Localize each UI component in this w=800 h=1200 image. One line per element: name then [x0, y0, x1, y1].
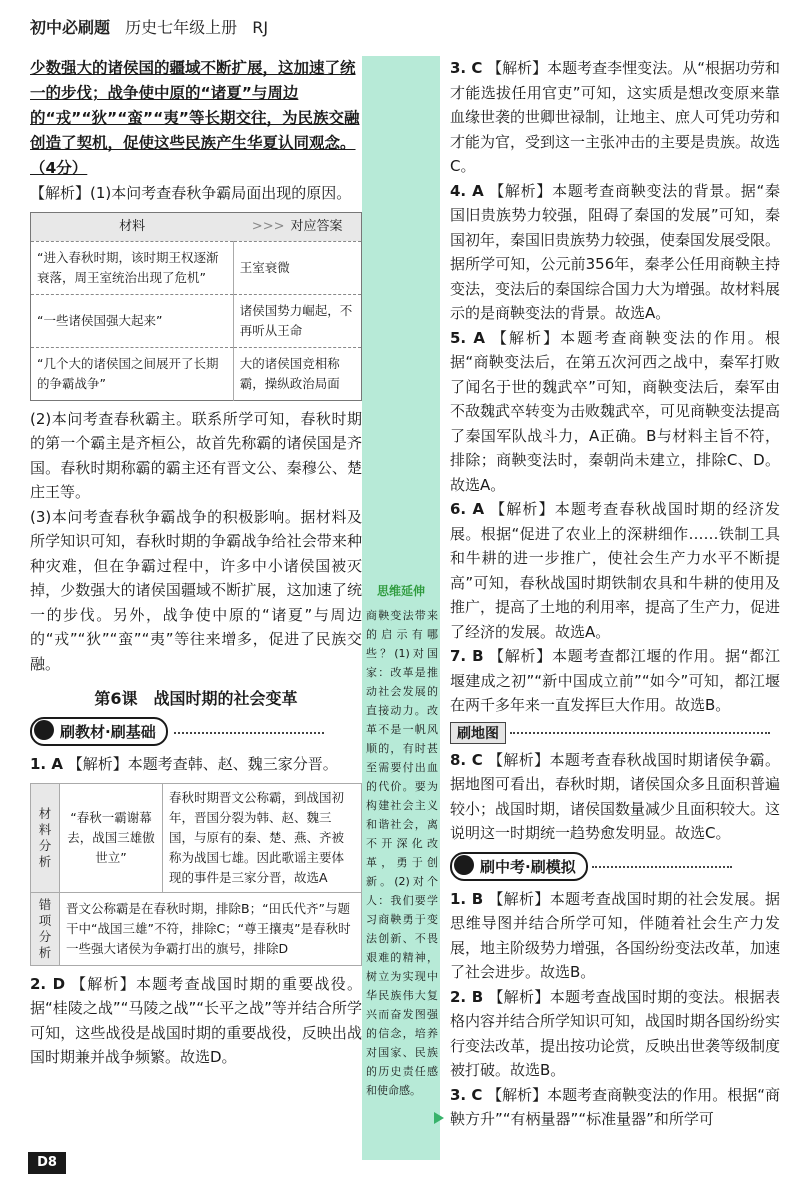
question-4: 4. A 【解析】本题考查商鞅变法的背景。据“秦国旧贵族势力较强，阻碍了秦国的发展”可知，秦国初年，秦国旧贵族势力较强，使秦国发展受限。据所学可知，公元前356年，秦孝公任用商鞅主持变法，变法后的秦国综合国力大为增强。故材料展示的是商鞅变法的背景。故选A。 — [450, 181, 781, 322]
analysis-intro: 【解析】(1)本问考查春秋争霸局面出现的原因。 — [30, 184, 352, 202]
question-8: 8. C 【解析】本题考查春秋战国时期诸侯争霸。据地图可看出，春秋时期，诸侯国众多且面积普遍较小；战国时期，诸侯国数量减少且面积较大。这说明这一时期统一趋势愈发明显。故选C。 — [450, 750, 781, 842]
table-cell-material: “几个大的诸侯国之间展开了长期的争霸战争” — [31, 347, 234, 400]
book-title: 初中必刷题 — [30, 18, 111, 37]
dotted-divider — [510, 732, 770, 734]
table-cell-answer: 诸侯国势力崛起，不再听从王命 — [233, 294, 361, 347]
wrong-option-analysis: 晋文公称霸是在春秋时期，排除B；“田氏代齐”与题干中“战国三雄”不符，排除C；“尊王攘夷”是春秋时一些强大诸侯为争霸打出的旗号，排除D — [60, 892, 362, 965]
question-6: 6. A 【解析】本题考查春秋战国时期的经济发展。根据“促进了农业上的深耕细作……铁制工具和牛耕的进一步推广，使社会生产力水平不断提高”可知，春秋战国时期铁制农具和牛耕的使用及推广，提高了土地的利用率，提高了生产力，促进了经济的发展。故选A。 — [450, 500, 781, 641]
table-row — [31, 783, 362, 892]
question-11: 3. C 【解析】本题考查商鞅变法的作用。根据“商鞅方升”“有柄量器”“标准量器”和所学可 — [450, 1085, 780, 1128]
analysis-table — [30, 783, 362, 966]
table-header-answer: >>> 对应答案 — [233, 212, 361, 241]
banner-map: 刷地图 — [450, 722, 506, 744]
banner-basic: 刷教材·刷基础 — [30, 717, 168, 746]
edition-label: RJ — [252, 18, 269, 37]
question-7: 7. B 【解析】本题考查都江堰的作用。据“都江堰建成之初”“新中国成立前”“如今”可知，都江堰在两千多年来一直发挥巨大作用。故选B。 — [450, 647, 780, 714]
page-number: D8 — [28, 1152, 66, 1174]
section-banner — [30, 715, 362, 752]
section-banner-exam — [450, 850, 780, 887]
question-3: 3. C 【解析】本题考查李悝变法。从“根据功劳和才能选拔任用官吏”可知，这实质是想改变原来靠血缘世袭的世卿世禄制，让地主、庶人可凭功劳和才能为官，受到这一主张冲击的主要是贵族。故选C。 — [450, 59, 781, 175]
table-row — [31, 892, 362, 965]
answer-text: 少数强大的诸侯国的疆域不断扩展，这加速了统一的步伐；战争使中原的“诸夏”与周边的“戎”“狄”“蛮”“夷”等长期交往，为民族交融创造了契机，促使这些民族产生华夏认同观念。（4分） — [30, 59, 360, 177]
section-banner-map — [450, 722, 780, 744]
table-row — [31, 347, 362, 400]
subject-title: 历史七年级上册 — [125, 18, 238, 37]
right-column — [450, 56, 780, 1132]
table-cell-answer: 大的诸侯国竞相称霸，操纵政治局面 — [233, 347, 361, 400]
row-head-wrong: 错项分析 — [31, 892, 60, 965]
table-cell-material: “进入春秋时期，该时期王权逐渐衰落，周王室统治出现了危机” — [31, 241, 234, 294]
sidebar-extension — [362, 56, 440, 1160]
left-column — [30, 56, 362, 1070]
arrow-right-icon — [434, 1112, 444, 1124]
row-head-material: 材料分析 — [31, 783, 60, 892]
question-2: 2. D 【解析】本题考查战国时期的重要战役。据“桂陵之战”“马陵之战”“长平之战”等并结合所学可知，这些战役是战国时期的重要战役，反映出战国时期兼并战争频繁。故选D。 — [30, 974, 362, 1066]
dotted-divider — [174, 732, 324, 734]
lesson-title: 第6课 战国时期的社会变革 — [94, 689, 298, 708]
table-row — [31, 241, 362, 294]
question-number: 1. A — [30, 755, 63, 773]
page-header — [30, 8, 360, 48]
question-number: 2. D — [30, 974, 66, 993]
table-cell-answer: 王室衰微 — [233, 241, 361, 294]
analysis-part-3: (3)本问考查春秋争霸战争的积极影响。据材料及所学知识可知，春秋时期的争霸战争给社会带来种种灾难，但在争霸过程中，许多中小诸侯国被灭掉，少数强大的诸侯国疆域不断扩展，这加速了统一的步伐。另外，战争使中原的“诸夏”与周边的“戎”“狄”“蛮”“夷”等往来增多，促进了民族交融。 — [30, 507, 362, 673]
banner-exam: 刷中考·刷模拟 — [450, 852, 588, 881]
material-answer-table — [30, 212, 362, 401]
extension-title: 思维延伸 — [376, 584, 425, 598]
material-quote: “春秋一霸谢幕去，战国三雄傲世立” — [60, 783, 163, 892]
table-header-row — [31, 212, 362, 241]
extension-text: 商鞅变法带来的启示有哪些？(1)对国家：改革是推动社会发展的直接动力。改革不是一帆风顺的，有时甚至需要付出血的代价。要为构建社会主义和谐社会，离不开深化改革，勇于创新。(2)对个人：我们要学习商鞅勇于变法创新、不畏艰难的精神，树立为实现中华民族伟大复兴而奋发图强的信念，培养对国家、民族的历史责任感和使命感。 — [366, 609, 438, 1097]
dotted-divider — [592, 866, 732, 868]
brush-icon — [454, 855, 474, 875]
table-cell-material: “一些诸侯国强大起来” — [31, 294, 234, 347]
table-header-material: 材料 — [31, 212, 234, 241]
table-row — [31, 294, 362, 347]
arrow-icon: >>> — [251, 218, 285, 234]
analysis-part-2: (2)本问考查春秋霸主。联系所学可知，春秋时期的第一个霸主是齐桓公，故首先称霸的诸侯国是齐国。春秋时期称霸的霸主还有晋文公、秦穆公、楚庄王等。 — [30, 409, 362, 501]
question-9: 1. B 【解析】本题考查战国时期的社会发展。据思维导图并结合所学可知，伴随着社会生产力发展，地主阶级势力增强，各国纷纷变法改革，加速了社会进步。故选B。 — [450, 889, 781, 981]
brush-icon — [34, 720, 54, 740]
question-5: 5. A 【解析】本题考查商鞅变法的作用。根据“商鞅变法后，在第五次河西之战中，秦军打败了闻名于世的魏武卒”可知，商鞅变法后，秦军由不敌魏武卒转变为击败魏武卒，可见商鞅变法提高了秦国军队战斗力，A正确。B与材料主旨不符，排除；商鞅变法时，秦朝尚未建立，排除C、D。故选A。 — [450, 328, 781, 494]
question-10: 2. B 【解析】本题考查战国时期的变法。根据表格内容并结合所学知识可知，战国时期各国纷纷实行变法改革，提出按功论赏，反映出世袭等级制度被打破。故选B。 — [450, 987, 781, 1079]
question-1: 1. A 【解析】本题考查韩、赵、魏三家分晋。 — [30, 755, 338, 773]
material-analysis: 春秋时期晋文公称霸，到战国初年，晋国分裂为韩、赵、魏三国，与原有的秦、楚、燕、齐被称为战国七雄。因此歌谣主要体现的事件是三家分晋，故选A — [163, 783, 362, 892]
